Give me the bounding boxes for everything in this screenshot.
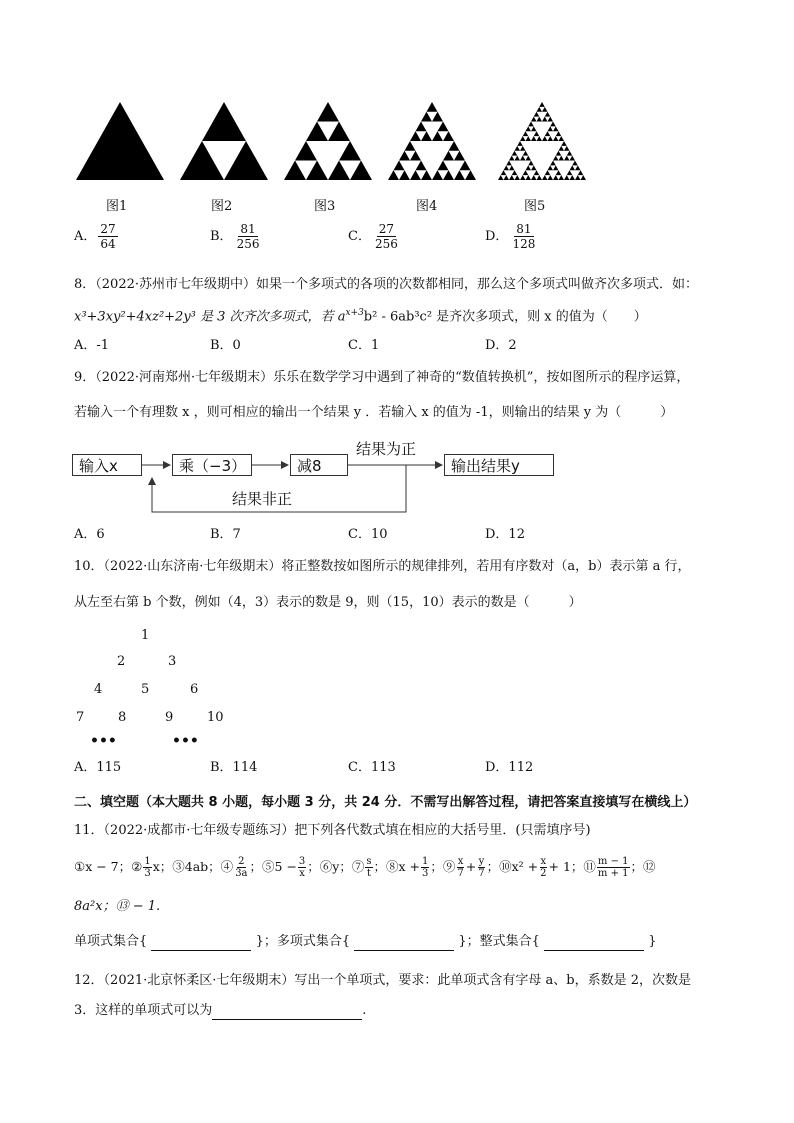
q10-line-2: 从左至右第 b 个数，例如（4，3）表示的数是 9，则（15，10）表示的数是（ ）: [74, 595, 582, 610]
q9-option-a: A．6: [74, 527, 105, 542]
figure-label-2: 图2: [211, 199, 233, 214]
q10-option-c: C．113: [348, 760, 396, 775]
triangle-number: 2: [117, 654, 126, 669]
denominator: 256: [236, 237, 260, 251]
expr-text: ；⑥y；⑦: [307, 859, 365, 874]
numerator: 27: [378, 222, 395, 236]
q10-line-1: 10．（2022·山东济南·七年级期末）将正整数按如图所示的规律排列，若用有序数对（a，b）表示第 a 行，: [74, 559, 691, 574]
triangle-number: 7: [76, 710, 85, 725]
q8-option-d: D．2: [485, 338, 517, 353]
q12-answer-blank[interactable]: [212, 1019, 362, 1020]
figure-label-5: 图5: [524, 199, 546, 214]
positive-label: 结果为正: [356, 440, 417, 458]
q9-option-c: C．10: [348, 527, 388, 542]
denominator: 256: [374, 237, 398, 251]
expr-text: ①x − 7；②: [74, 859, 143, 874]
denominator: m + 1: [597, 868, 629, 879]
q12-prompt: 3．这样的单项式可以为: [74, 1003, 213, 1018]
expr-text: ；⑩x² +: [486, 859, 539, 874]
q10-option-d: D．112: [485, 760, 534, 775]
q8-option-c: C．1: [348, 338, 380, 353]
denominator: 2: [540, 868, 547, 879]
figure-label-3: 图3: [314, 199, 336, 214]
numerator: 1: [144, 856, 151, 867]
expr-text: ；⑨: [430, 859, 456, 874]
denominator: 3: [422, 868, 429, 879]
figure-label-1: 图1: [106, 199, 128, 214]
triangle-number: 10: [207, 710, 224, 725]
option-letter: D．: [485, 229, 509, 244]
expr-text: ；⑧x +: [373, 859, 420, 874]
input-box: 输入x: [72, 454, 142, 476]
numerator: 3: [298, 856, 306, 867]
q10-option-a: A．115: [74, 760, 122, 775]
section-heading: 二、填空题（本大题共 8 小题，每小题 3 分，共 24 分．不需写出解答过程，请把答案直接填写在横线上）: [74, 795, 697, 810]
numerator: x: [540, 856, 547, 867]
option-letter: A．: [74, 229, 97, 244]
ellipsis-dots: •••: [172, 733, 199, 749]
integral-blank[interactable]: [544, 950, 644, 951]
q8-condition-text: b² - 6ab³c² 是齐次多项式，则 x 的值为（ ）: [363, 309, 647, 325]
q12-line-2: [74, 1002, 366, 1020]
q8-exponent: x+3: [345, 308, 364, 318]
option-letter: C．: [348, 229, 371, 244]
q8-option-a: A．-1: [74, 338, 110, 353]
not-positive-label: 结果非正: [232, 490, 293, 508]
polynomial-set-label: }；多项式集合{: [255, 934, 351, 949]
denominator: x: [299, 868, 305, 879]
numerator: 81: [516, 222, 532, 236]
denominator: 64: [100, 237, 116, 251]
numerator: s: [366, 856, 372, 867]
triangle-number: 4: [94, 682, 103, 697]
triangle-number: 6: [190, 682, 199, 697]
denominator: 3: [144, 868, 151, 879]
denominator: t: [366, 868, 371, 879]
expr-text: + 1；⑪: [548, 859, 596, 874]
option-letter: B．: [210, 229, 233, 244]
expr-text: x；③4ab；④: [152, 859, 234, 874]
denominator: 3a: [235, 868, 248, 879]
denominator: 7: [457, 868, 464, 879]
expr-text: ；⑤5 −: [249, 859, 297, 874]
triangle-number: 1: [141, 628, 150, 643]
integral-set-label: }；整式集合{: [458, 934, 540, 949]
output-box: 输出结果y: [444, 454, 554, 476]
denominator: 128: [512, 237, 536, 251]
q12-period: .: [362, 1003, 367, 1018]
subtract-box: 减8: [290, 454, 348, 476]
numerator: 1: [422, 856, 429, 867]
q8-option-b: B．0: [210, 338, 241, 353]
numerator: x: [457, 856, 464, 867]
q9-option-d: D．12: [485, 527, 525, 542]
numerator: 81: [240, 222, 256, 236]
q11-line-3: 8a²x；⑬ − 1.: [74, 899, 161, 914]
multiply-box: 乘（−3）: [172, 454, 252, 476]
q8-example-text: x³+3xy²+4xz²+2y³ 是 3 次齐次多项式，若: [74, 309, 334, 325]
triangle-number: 5: [141, 682, 150, 697]
numerator: 27: [100, 222, 116, 236]
q12-line-1: 12．（2021·北京怀柔区·七年级期末）写出一个单项式，要求：此单项式含有字母 a、b，系数是 2，次数是: [74, 973, 691, 988]
expr-text: +: [465, 859, 477, 874]
triangle-number: 9: [165, 710, 174, 725]
q11-expressions: [74, 852, 656, 882]
q11-sets: [74, 933, 657, 951]
q10-option-b: B．114: [210, 760, 258, 775]
numerator: y: [478, 856, 485, 867]
q11-line-1: 11．（2022·成都市·七年级专题练习）把下列各代数式填在相应的大括号里．(只需填序号): [74, 823, 591, 838]
q8-base: a: [337, 309, 346, 325]
denominator: 7: [478, 868, 485, 879]
closing-brace: }: [648, 934, 657, 949]
q8-line-1: 8．（2022·苏州市七年级期中）如果一个多项式的各项的次数都相同，那么这个多项式叫做齐次多项式．如：: [74, 277, 698, 292]
numerator: 2: [238, 856, 245, 867]
q9-option-b: B．7: [210, 527, 241, 542]
q9-line-1: 9．（2022·河南郑州·七年级期末）乐乐在数学学习中遇到了神奇的“数值转换机”，按如图所示的程序运算，: [74, 370, 690, 385]
monomial-blank[interactable]: [151, 950, 251, 951]
ellipsis-dots: •••: [90, 733, 117, 749]
triangle-number: 8: [118, 710, 127, 725]
monomial-set-label: 单项式集合{: [74, 934, 148, 949]
q9-line-2: 若输入一个有理数 x ，则可相应的输出一个结果 y ．若输入 x 的值为 -1，则输出的结果 y 为（ ）: [74, 405, 674, 420]
figure-label-4: 图4: [416, 199, 438, 214]
expr-text: ；⑫: [630, 859, 656, 874]
numerator: m − 1: [597, 856, 629, 867]
triangle-number: 3: [168, 654, 177, 669]
polynomial-blank[interactable]: [354, 950, 454, 951]
